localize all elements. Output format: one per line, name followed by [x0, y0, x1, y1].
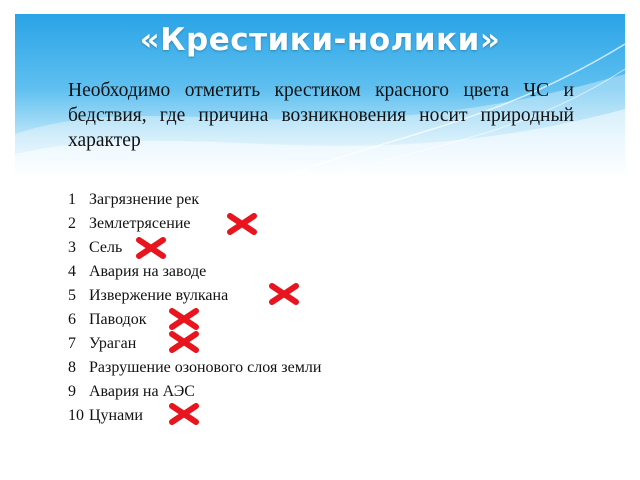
- list-item: [68, 238, 122, 258]
- instruction-text: Необходимо отметить крестиком красного цвета ЧС и бедствия, где причина возникновения носит природный характер: [68, 80, 574, 151]
- item-number: 7: [68, 335, 76, 352]
- list-item: [68, 262, 206, 282]
- list-item: [68, 358, 321, 378]
- list-item: [68, 310, 147, 330]
- item-number: 3: [68, 239, 76, 256]
- red-cross-icon: [168, 402, 200, 426]
- item-label: Авария на заводе: [89, 263, 207, 280]
- item-label: Паводок: [89, 311, 147, 328]
- slide-title: «Крестики-нолики»: [139, 22, 501, 58]
- item-label: Разрушение озонового слоя земли: [89, 359, 322, 376]
- item-number: 6: [68, 311, 76, 328]
- item-number: 10: [68, 407, 84, 424]
- red-cross-icon: [168, 307, 200, 331]
- red-cross-icon: [268, 282, 300, 306]
- item-label: Авария на АЭС: [89, 383, 195, 400]
- item-number: 5: [68, 287, 76, 304]
- list-item: [68, 406, 143, 426]
- red-cross-icon: [226, 212, 258, 236]
- red-cross-icon: [168, 330, 200, 354]
- item-number: 2: [68, 215, 76, 232]
- item-number: 1: [68, 191, 76, 208]
- item-label: Сель: [89, 239, 123, 256]
- item-label: Землетрясение: [89, 215, 191, 232]
- item-label: Извержение вулкана: [89, 287, 229, 304]
- list-item: [68, 382, 195, 402]
- item-number: 8: [68, 359, 76, 376]
- list-item: [68, 334, 136, 354]
- red-cross-icon: [135, 236, 167, 260]
- item-label: Загрязнение рек: [89, 191, 200, 208]
- item-number: 9: [68, 383, 76, 400]
- item-label: Цунами: [89, 407, 143, 424]
- list-item: [68, 214, 191, 234]
- item-number: 4: [68, 263, 76, 280]
- list-item: [68, 286, 228, 306]
- item-label: Ураган: [89, 335, 137, 352]
- list-item: [68, 190, 199, 210]
